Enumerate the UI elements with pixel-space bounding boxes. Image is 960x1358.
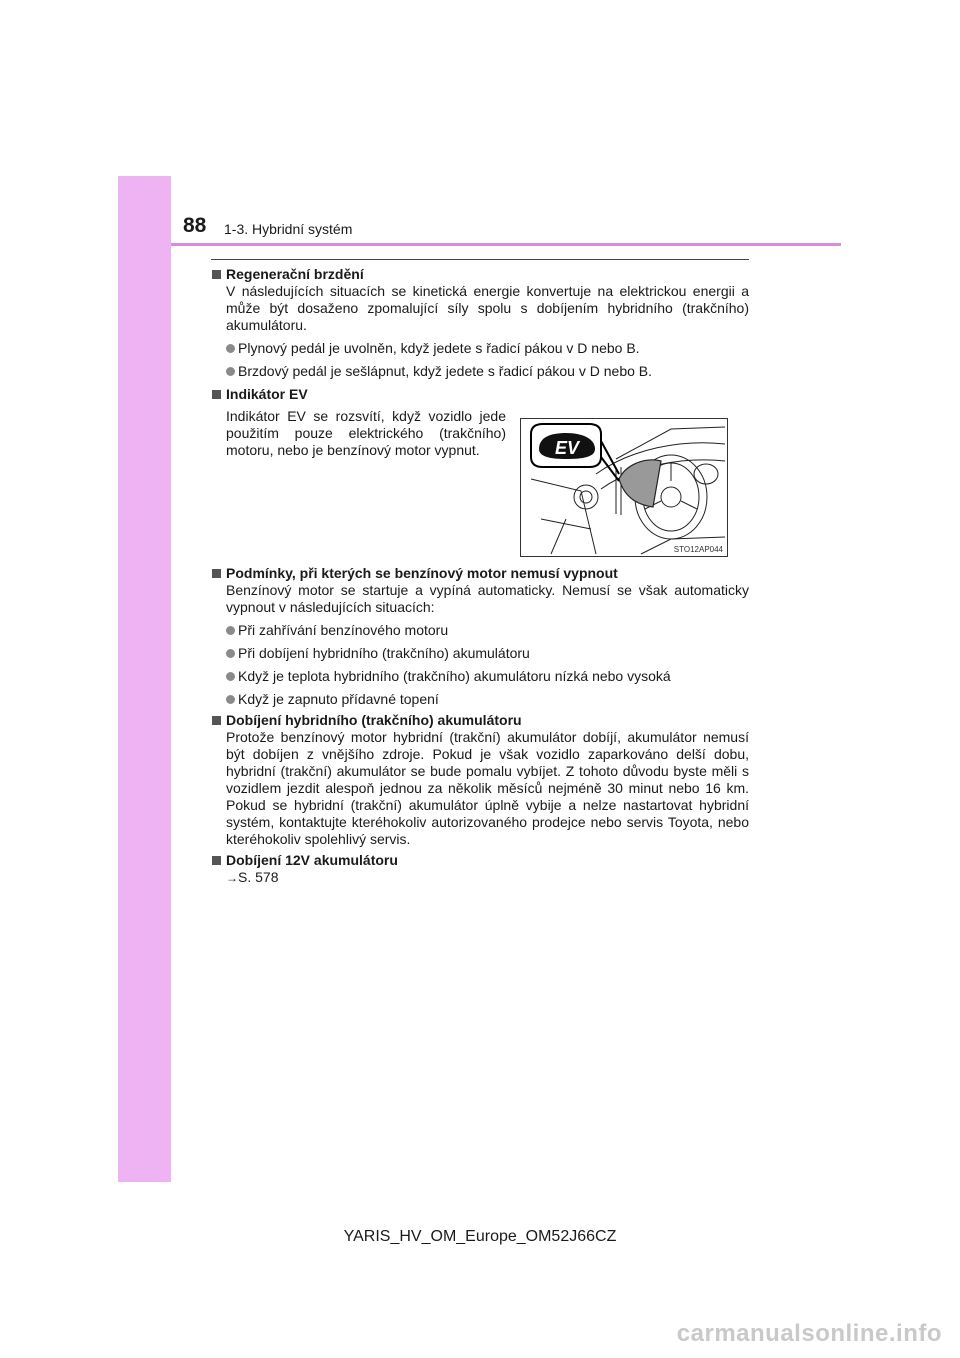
list-item-text: Brzdový pedál je sešlápnut, když jedete s řadicí pákou v D nebo B. <box>238 363 653 379</box>
section-title: 1-3. Hybridní systém <box>224 221 353 237</box>
round-bullet-icon <box>226 649 235 658</box>
heading-charging-text: Dobíjení hybridního (trakčního) akumulátoru <box>226 712 522 728</box>
heading-charging <box>211 712 749 729</box>
round-bullet-icon <box>226 695 235 704</box>
square-bullet-icon <box>212 390 221 399</box>
watermark-text: carmanualsonline.info <box>676 1320 942 1347</box>
square-bullet-icon <box>212 569 221 578</box>
ev-indicator-illustration <box>520 418 728 557</box>
heading-engine-text: Podmínky, při kterých se benzínový motor nemusí vypnout <box>226 565 618 581</box>
square-bullet-icon <box>212 716 221 725</box>
page-content <box>211 266 749 887</box>
round-bullet-icon <box>226 626 235 635</box>
list-item <box>226 668 749 685</box>
heading-engine <box>211 565 749 582</box>
round-bullet-icon <box>226 672 235 681</box>
regen-paragraph: V následujících situacích se kinetická energie konvertuje na elektrickou energii a může být dosaženo zpomalující síly spolu s dobíjením hybridního (trakčního) akumulátoru. <box>226 283 749 333</box>
round-bullet-icon <box>226 344 235 353</box>
list-item-text: Když je zapnuto přídavné topení <box>238 691 439 707</box>
regen-list <box>211 340 749 380</box>
dashboard-drawing <box>521 419 727 556</box>
side-color-band <box>118 176 171 1182</box>
heading-regen-text: Regenerační brzdění <box>226 266 364 282</box>
header-rule <box>171 243 841 246</box>
heading-ev <box>211 386 749 403</box>
engine-paragraph: Benzínový motor se startuje a vypíná automaticky. Nemusí se však automaticky vypnout v následujících situacích: <box>226 582 749 615</box>
ev-paragraph: Indikátor EV se rozsvítí, když vozidlo jede použitím pouze elektrického (trakčního) motoru, nebo je benzínový motor vypnut. <box>226 408 506 458</box>
figure-code: STO12AP044 <box>673 545 723 554</box>
square-bullet-icon <box>212 270 221 279</box>
list-item <box>226 363 749 380</box>
list-item <box>226 645 749 662</box>
engine-list <box>211 622 749 708</box>
list-item <box>226 691 749 708</box>
square-bullet-icon <box>212 856 221 865</box>
ev-badge-text: EV <box>554 438 580 458</box>
heading-12v <box>211 852 749 869</box>
list-item-text: Když je teplota hybridního (trakčního) akumulátoru nízká nebo vysoká <box>238 668 671 684</box>
list-item-text: Při zahřívání benzínového motoru <box>238 622 449 638</box>
charging-paragraph: Protože benzínový motor hybridní (trakční) akumulátor dobíjí, akumulátor nemusí být dobíjen z vnějšího zdroje. Pokud je však vozidlo zaparkováno delší dobu, hybridní (trakční) akumulátor se bude pomalu vybíjet. Z tohoto důvodu byste měli s vozidlem jezdit alespoň jednou za několik měsíců nejméně 30 minut nebo 16 km. Pokud se hybridní (trakční) akumulátor úplně vybije a nelze nastartovat hybridní systém, kontaktujte kteréhokoliv autorizovaného prodejce nebo servis Toyota, nebo kteréhokoliv spolehlivý servis. <box>226 729 749 847</box>
heading-regen <box>211 266 749 283</box>
heading-12v-text: Dobíjení 12V akumulátoru <box>226 852 398 868</box>
content-top-rule <box>211 259 749 260</box>
list-item <box>226 340 749 357</box>
heading-ev-text: Indikátor EV <box>226 386 308 402</box>
list-item <box>226 622 749 639</box>
list-item-text: Při dobíjení hybridního (trakčního) akumulátoru <box>238 645 530 661</box>
page-reference-text: S. 578 <box>238 869 279 885</box>
page-number: 88 <box>183 214 207 237</box>
arrow-right-icon: → <box>226 871 238 885</box>
round-bullet-icon <box>226 367 235 376</box>
page-reference <box>226 869 749 887</box>
list-item-text: Plynový pedál je uvolněn, když jedete s řadicí pákou v D nebo B. <box>238 340 640 356</box>
footer-doc-code: YARIS_HV_OM_Europe_OM52J66CZ <box>343 1228 617 1245</box>
